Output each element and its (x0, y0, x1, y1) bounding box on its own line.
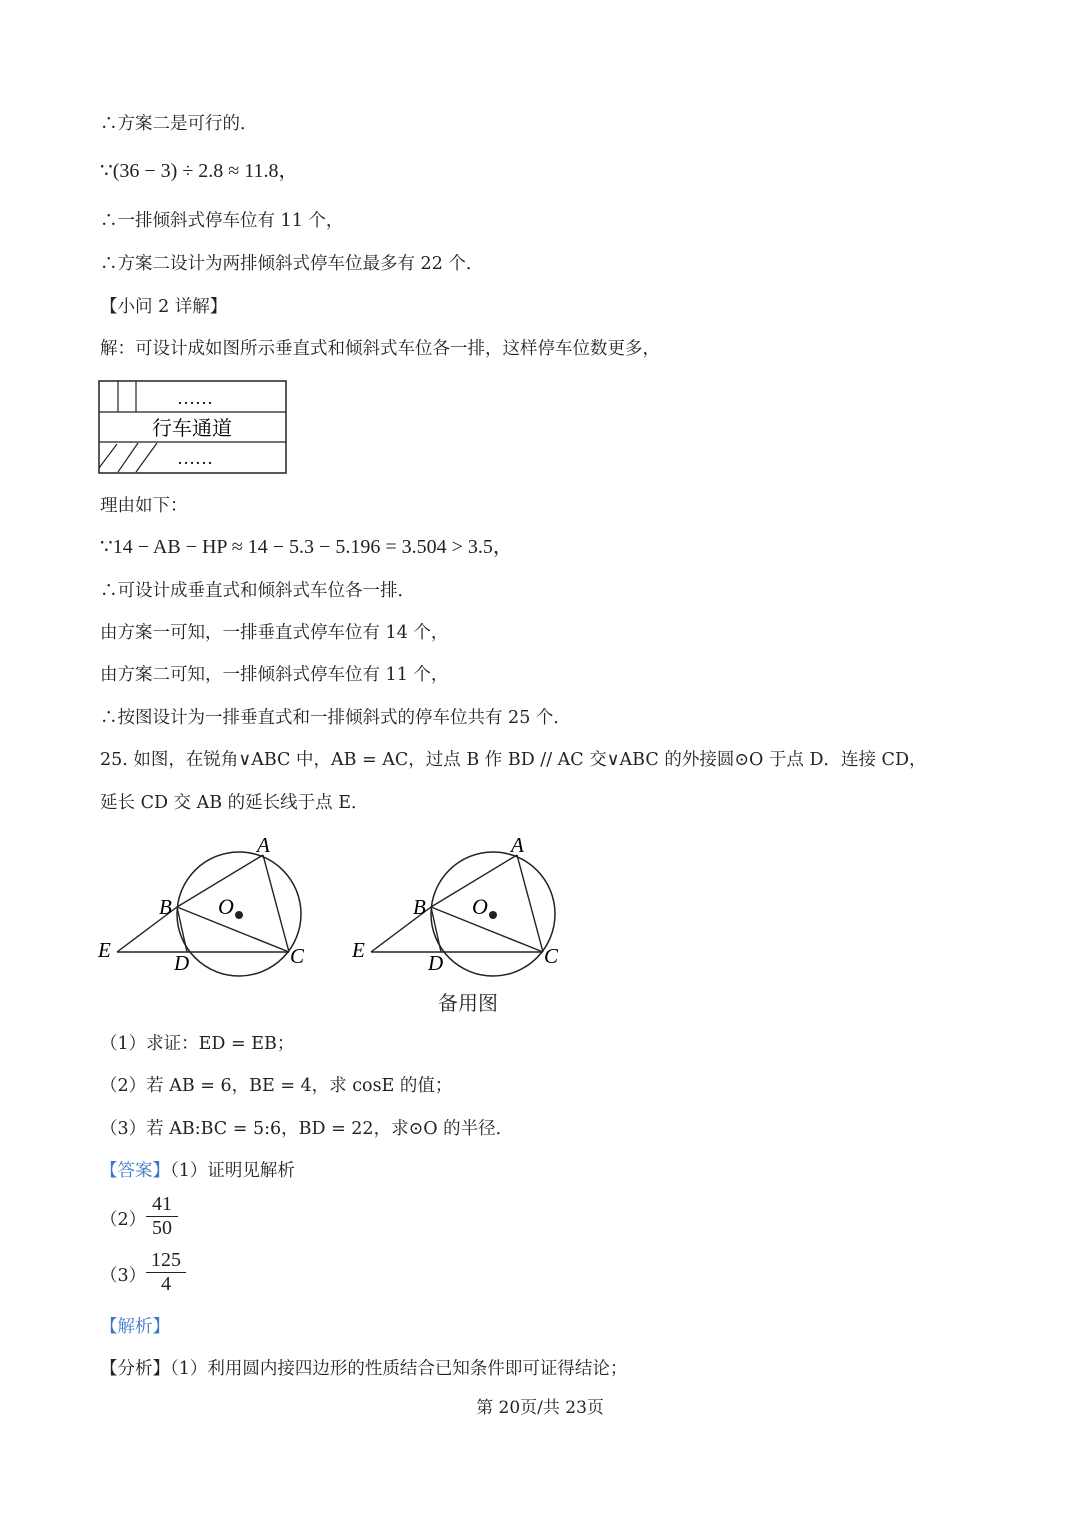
label-o: O (218, 894, 234, 919)
segment-ac (263, 855, 289, 952)
fenxi-line (100, 1356, 627, 1382)
dots-top: …… (177, 388, 213, 408)
label-e: E (352, 938, 365, 962)
answer-line-1 (100, 1158, 295, 1184)
answer-3-denominator: 4 (161, 1273, 171, 1295)
answer-3-label: （3） (100, 1266, 147, 1286)
text-line: ∴方案二设计为两排倾斜式停车位最多有 22 个． (100, 254, 484, 274)
label-c: C (290, 944, 305, 968)
parking-layout-diagram (98, 380, 288, 475)
math-line: ∵14 − AB − HP ≈ 14 − 5.3 − 5.196 = 3.504 > 3.5， (100, 536, 513, 558)
label-a: A (257, 833, 270, 857)
text-line: ∴可设计成垂直式和倾斜式车位各一排． (100, 581, 415, 601)
label-b: B (159, 895, 172, 919)
backup-figure-caption: 备用图 (438, 991, 498, 1015)
section-heading: 【小问 2 详解】 (100, 297, 228, 317)
fenxi-tag: 【分析】 (100, 1359, 170, 1379)
text-line: ∴一排倾斜式停车位有 11 个， (100, 211, 344, 231)
question-25-line1: 25. 如图，在锐角∨ABC 中，AB = AC，过点 B 作 BD // AC 交∨ABC 的外接圆⊙O 于点 D．连接 CD， (100, 750, 927, 770)
subquestion-2: （2）若 AB = 6，BE = 4，求 cosE 的值； (100, 1076, 453, 1096)
analysis-tag: 【解析】 (100, 1317, 170, 1337)
text-line: ∴方案二是可行的． (100, 114, 258, 134)
answer-2-denominator: 50 (152, 1217, 172, 1239)
center-point (235, 911, 243, 919)
answer-1-text: （1）证明见解析 (170, 1161, 295, 1181)
label-d: D (174, 951, 190, 975)
answer-tag: 【答案】 (100, 1161, 170, 1181)
question-25-line2: 延长 CD 交 AB 的延长线于点 E． (100, 793, 369, 813)
center-point (489, 911, 497, 919)
label-e: E (98, 938, 111, 962)
fenxi-text: （1）利用圆内接四边形的性质结合已知条件即可证得结论； (170, 1359, 628, 1379)
slant-slot-line (136, 443, 157, 472)
dots-bottom: …… (177, 448, 213, 468)
road-label: 行车通道 (152, 416, 232, 440)
answer-2-numerator: 41 (152, 1193, 172, 1215)
answer-2-fraction (146, 1193, 178, 1240)
text-line: ∴按图设计为一排垂直式和一排倾斜式的停车位共有 25 个． (100, 708, 571, 728)
subquestion-3: （3）若 AB:BC = 5:6，BD = 22，求⊙O 的半径． (100, 1119, 514, 1139)
label-a: A (511, 833, 524, 857)
label-d: D (428, 951, 444, 975)
label-b: B (413, 895, 426, 919)
subquestion-1: （1）求证：ED = EB； (100, 1034, 295, 1054)
segment-ac (517, 855, 543, 952)
label-o: O (472, 894, 488, 919)
answer-3-numerator: 125 (151, 1249, 181, 1271)
text-line: 解：可设计成如图所示垂直式和倾斜式车位各一排，这样停车位数更多， (100, 339, 660, 359)
answer-2-label: （2） (100, 1210, 147, 1230)
page-footer: 第 20页/共 23页 (476, 1398, 604, 1418)
text-line: 由方案一可知，一排垂直式停车位有 14 个， (100, 623, 449, 643)
math-line: ∵(36 − 3) ÷ 2.8 ≈ 11.8， (100, 160, 299, 182)
text-line: 由方案二可知，一排倾斜式停车位有 11 个， (100, 665, 449, 685)
answer-3-fraction (146, 1249, 186, 1296)
geometry-figure-backup (349, 830, 579, 980)
slant-slot-line (118, 443, 138, 472)
label-c: C (544, 944, 559, 968)
slant-slot-line (99, 444, 117, 468)
text-line: 理由如下： (100, 496, 188, 516)
geometry-figure-main (95, 830, 325, 980)
